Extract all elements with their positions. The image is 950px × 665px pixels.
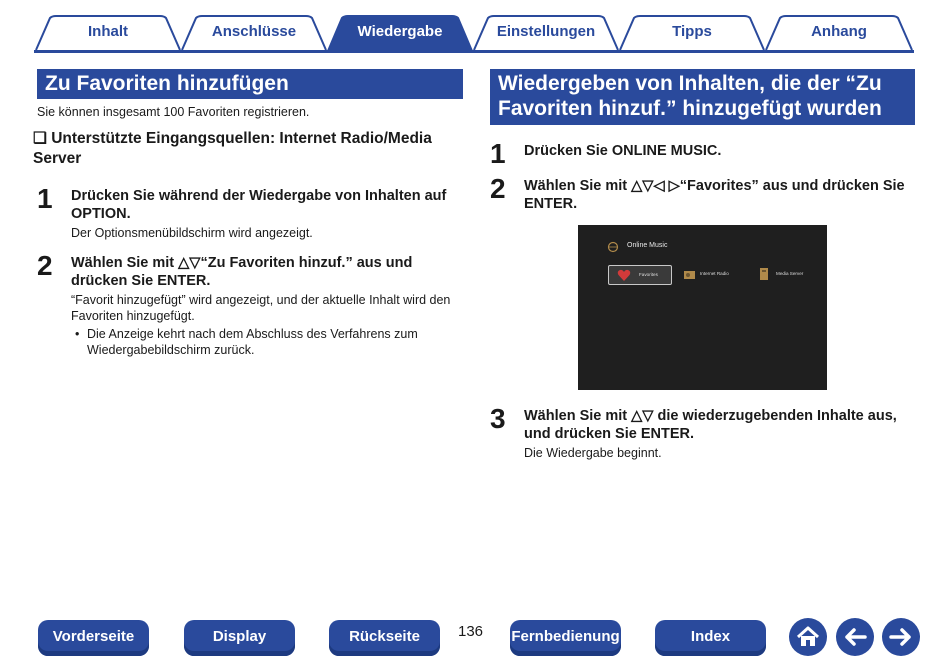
step-number: 3: [490, 403, 506, 434]
online-music-screenshot: [578, 225, 827, 390]
step-title: Drücken Sie während der Wiedergabe von Inhalten auf OPTION.: [71, 188, 447, 222]
tab-einstellungen[interactable]: [472, 15, 620, 50]
intro-text: Sie können insgesamt 100 Favoriten registrieren.: [37, 105, 310, 119]
tab-anschluesse[interactable]: [180, 15, 328, 50]
tab-label: Wiedergabe: [357, 23, 443, 40]
input-sources-subheading: ❏ Unterstützte Eingangsquellen: Internet Radio/Media Server: [33, 130, 432, 167]
item-label: Media Server: [776, 271, 804, 276]
left-section-heading: Zu Favoriten hinzufügen: [37, 69, 463, 99]
tab-bar: [34, 15, 914, 53]
step-title: Wählen Sie mit △▽“Zu Favoriten hinzuf.” aus und drücken Sie ENTER.: [71, 255, 413, 289]
screen-header: Online Music: [627, 242, 668, 249]
server-icon: [758, 266, 772, 281]
media-server-item[interactable]: [758, 265, 818, 283]
step-number: 1: [37, 183, 53, 214]
step-number: 2: [490, 173, 506, 204]
favorites-item[interactable]: [608, 265, 672, 285]
back-button[interactable]: [836, 618, 874, 656]
forward-arrow-icon: [882, 618, 920, 656]
bullet-dot: •: [75, 327, 80, 341]
step-title: Wählen Sie mit △▽◁ ▷“Favorites” aus und drücken Sie ENTER.: [524, 178, 905, 212]
left-step-2: [37, 250, 467, 364]
left-step-1: [37, 183, 467, 247]
right-step-1: [490, 138, 920, 172]
item-label: Favorites: [639, 272, 658, 277]
tab-label: Tipps: [672, 23, 712, 40]
tab-label: Inhalt: [88, 23, 128, 40]
step-body: “Favorit hinzugefügt” wird angezeigt, und der aktuelle Inhalt wird den Favoriten hinzugefügt.: [71, 293, 451, 323]
tab-wiedergabe[interactable]: [326, 15, 474, 50]
rueckseite-button[interactable]: Rückseite: [329, 620, 440, 656]
back-arrow-icon: [836, 618, 874, 656]
right-section-heading: Wiedergeben von Inhalten, die der “Zu Favoriten hinzuf.” hinzugefügt wurden: [490, 69, 915, 125]
tab-inhalt[interactable]: [34, 15, 182, 50]
fernbedienung-button[interactable]: Fernbedienung: [510, 620, 621, 656]
globe-icon: [607, 241, 619, 253]
vorderseite-button[interactable]: Vorderseite: [38, 620, 149, 656]
home-button[interactable]: [789, 618, 827, 656]
right-step-2: [490, 173, 920, 217]
step-body: Die Wiedergabe beginnt.: [524, 446, 662, 460]
internet-radio-item[interactable]: [683, 265, 745, 283]
step-title: Wählen Sie mit △▽ die wiederzugebenden Inhalte aus, und drücken Sie ENTER.: [524, 408, 897, 442]
radio-icon: [683, 267, 697, 281]
bullet-text: Die Anzeige kehrt nach dem Abschluss des Verfahrens zum Wiedergabebildschirm zurück.: [87, 327, 418, 357]
step-number: 2: [37, 250, 53, 281]
page-number: 136: [458, 623, 484, 640]
step-body: Der Optionsmenübildschirm wird angezeigt.: [71, 226, 313, 240]
item-label: Internet Radio: [700, 271, 729, 276]
heart-icon: [617, 268, 631, 282]
step-number: 1: [490, 138, 506, 169]
step-title: Drücken Sie ONLINE MUSIC.: [524, 143, 722, 159]
tab-label: Anhang: [811, 23, 867, 40]
display-button[interactable]: Display: [184, 620, 295, 656]
tab-label: Einstellungen: [496, 23, 596, 40]
tab-anhang[interactable]: [764, 15, 914, 50]
index-button[interactable]: Index: [655, 620, 766, 656]
forward-button[interactable]: [882, 618, 920, 656]
tab-tipps[interactable]: [618, 15, 766, 50]
right-step-3: [490, 403, 920, 467]
tab-label: Anschlüsse: [211, 23, 297, 40]
home-icon: [789, 618, 827, 656]
